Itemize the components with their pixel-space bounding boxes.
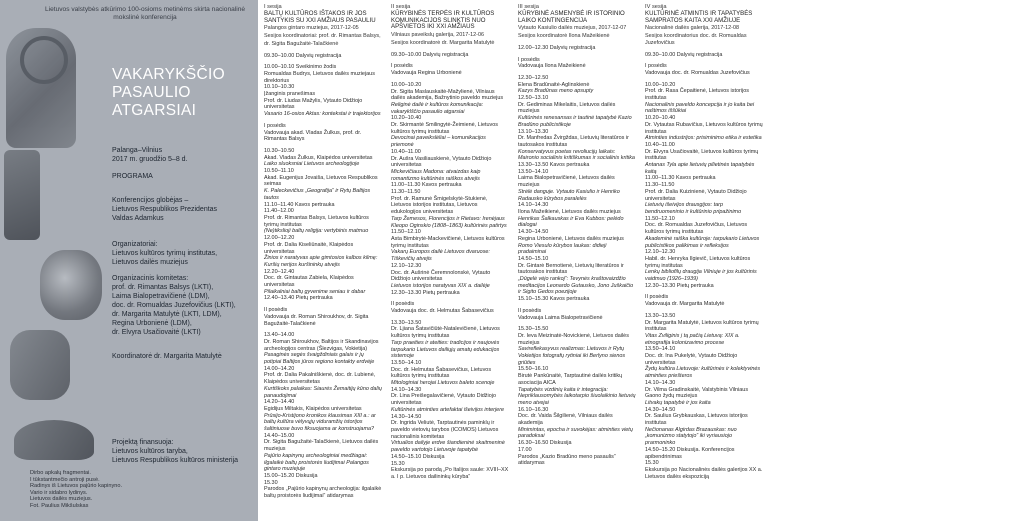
talk-title: Devocinai paveikslėliai – komunikacijos priemonė	[391, 135, 486, 149]
program-line: 12.30–13.30 Pietų pertrauka	[645, 282, 714, 289]
program-line: 13.50–14.10	[518, 168, 549, 175]
program-line: 09.30–10.00 Dalyvių registracija	[645, 51, 723, 58]
program-line: Egidijus Miltakis, Klaipėdos universitetas	[264, 405, 362, 412]
program-line: Dr. Margarita Matulytė, Lietuvos kultūros tyrimų institutas	[645, 319, 759, 333]
talk-title: Žydų kultūra Lietuvoje: kultūrinės ir kolektyvinės atminties priešteros	[645, 366, 761, 380]
program-line: 16.10–16.30	[518, 406, 549, 413]
talk-title: Akademinė raiška kultūroje: tarpukario Lietuvos publicistikos palikimas ir refleksijos	[645, 235, 760, 249]
talk-title: Žinios ir naratyvas apie gimtosios kalbos kilmę: Kuršių nerijos kuršininkų atvejis	[264, 255, 378, 268]
program-line: Dr. Manfredas Žvirgždas, Lietuvių literatūros ir tautosakos institutas	[518, 135, 629, 148]
talk-title: Tarp praeities ir ateities: tradicijos ir naujovės tarpukario Lietuvos dailiųjų amatų edukacijos sistemoje	[391, 339, 500, 360]
program-line: Ilona Mažeikienė, Lietuvos dailės muziejus	[518, 208, 621, 215]
talk-title: Pasaginės segės švaigždiniais galais ir jų potipiai Baltijos jūros regiono kontakty erdvėje	[264, 352, 375, 366]
session-title: BALTŲ KULTŪROS IŠTAKOS IR JOS SANTYKIS SU XXI AMŽIAUS PASAULIU	[264, 9, 376, 24]
program-line: Doc. dr. Ina Pukelytė, Vytauto Didžiojo universitetas	[645, 353, 738, 366]
program-line: 14.30–14.50	[645, 406, 676, 413]
program-line: Vadovauja Laima Bialopetravičienė	[518, 314, 603, 321]
cover-panel	[0, 0, 258, 521]
program-line: Dr. Ljiana Šatavičiūtė-Natalevičienė, Lietuvos kultūros tyrimų institutas	[391, 326, 500, 340]
talk-title: Mitologiniai herojai Lietuvos baleto scenoje	[391, 380, 495, 387]
program-line: Vadovauja Regina Urbonienė	[391, 70, 462, 77]
program-line: 15.30	[264, 479, 278, 486]
program-line: Dr. Sigita Bagužaitė-Talačkienė, Lietuvos dailės muziejus	[264, 439, 379, 453]
coordinator: Koordinatorė dr. Margarita Matulytė	[112, 353, 222, 360]
session-meta: Sesijos koordinatoriai: prof. dr. Rimantas Balsys,	[264, 33, 381, 40]
organizers: Organizatoriai: Lietuvos kultūros tyrimų institutas, Lietuvos dailės muziejus	[112, 241, 218, 266]
program-line: 14.30–14.50	[391, 413, 422, 420]
program-line: 11.40–12.00	[264, 208, 294, 215]
program-line: Dr. Vytautas Rubavičius, Lietuvos kultūros tyrimų institutas	[645, 121, 763, 135]
program-line: 13.50–14.10	[391, 359, 422, 366]
program-line: Vadovauja akad. Vladas Žulkus, prof. dr. Rimantas Balsys	[264, 129, 362, 143]
program-line: Vadovauja dr. Margarita Matulytė	[645, 301, 725, 308]
program-line: II posėdis	[391, 301, 415, 308]
program-line: 13.30–13.50	[391, 319, 422, 326]
program-line: 15.30	[391, 460, 405, 467]
talk-title: Konservatyvus poetas revoliucijų laikais: Maironio socialinis kritiškumas ir socialinis kritika	[518, 148, 635, 162]
artifact-image	[14, 420, 94, 460]
program-columns	[258, 0, 1024, 521]
program-line: 11.00–11.30 Kavos pertrauka	[391, 182, 462, 189]
program-line: Akad. Eugenijus Jovaiša, Lietuvos Respublikos seimas	[264, 174, 378, 188]
program-line: 15.00–15.20 Diskusija	[264, 473, 318, 479]
program-line: 12.30–12.50	[518, 74, 549, 81]
program-line: Habil. dr. Henryka Ilgievič, Lietuvos kultūros tyrimų institutas	[645, 255, 751, 269]
talk-title: Lenkų bibliofilų draugija Vilniuje ir jos kultūrinis vaidmuo (1926–1939)	[645, 269, 757, 283]
program-line: 12.00–12.30 Dalyvių registracija	[518, 44, 596, 51]
talk-title: Lietuvių išeivijos drausgijos: tarp bendruomeninio ir kultūrinio pripažinimo	[645, 202, 742, 215]
program-line: Birutė Pankūnaitė, Tarptautinė dailės kritikų asociacija AICA	[518, 373, 623, 386]
program-line: 16.30–16.50 Diskusija	[518, 440, 572, 447]
talk-title: Vasario 16-osios Aktas: kontekstai ir trajektorijos	[264, 111, 381, 118]
talk-title: Nečionanas Algirdas Brazauskas: nuo „komunizmo statytojo“ iki vyriausiojo prarmoninko	[645, 426, 737, 447]
program-line: 11.30–11.50	[645, 182, 675, 189]
program-line: Prof. dr. Liudas Mažylis, Vytauto Didžiojo universitetas	[264, 97, 363, 111]
talk-title: Henrikas Šalkauskas ir Eva Kubbos: pelėdo dialogai	[518, 215, 624, 229]
program-line: Vadovauja doc. dr. Helmutas Šabasevičius	[391, 308, 494, 315]
conference-title: VAKARYKŠČIO PASAULIO ATGARSIAI	[112, 66, 225, 119]
program-line: 12.10–12.30	[645, 249, 676, 256]
session-meta: Sesijos koordinatorius doc. dr. Romualdas Juzefovičius	[645, 33, 747, 46]
program-line: Dr. Ieva Meizinatė-Novickienė, Lietuvos dailės muziejus	[518, 332, 629, 346]
program-line: 15.50–16.10	[518, 366, 549, 373]
program-line: I posėdis	[518, 56, 540, 63]
program-line: Parodos „Kazio Bradūno meno pasaulis“ atidarymas	[518, 453, 616, 467]
program-line: 10.40–11.00	[645, 141, 675, 148]
artifact-image	[6, 28, 76, 148]
talk-title: K. Paleckevičius „Geografija“ ir Rytų Baltijos tautos	[264, 188, 371, 201]
session-column	[258, 0, 385, 521]
talk-title: Kurtiškoks palaikas: Siaurės Žemaitijų kūno dalių panaudojimai	[264, 385, 382, 399]
program-line: 12.50–13.10	[518, 95, 549, 102]
program-line: 11.50–12.10	[391, 229, 421, 236]
talk-title: Lietuvos istorijos naratyvas XIX a. dailėje	[391, 282, 490, 289]
session-meta: Sesijos koordinatorė dr. Margarita Matulytė	[391, 40, 495, 47]
session-meta: Palangos gintaro muziejus, 2017-12-05	[264, 25, 359, 32]
session-column	[385, 0, 512, 521]
program-line: 14.50–15.20 Diskusija. Konferencijos apibendrinimas	[645, 446, 735, 460]
talk-title: Vakarų Europos dailė Lietuvos dvaruose: Tiškevičių atvejis	[391, 249, 490, 263]
program-line: 14.00–14.20	[264, 365, 295, 372]
program-line: 15.30–15.50	[518, 326, 549, 333]
session-title: KULTŪRINĖ ATMINTIS IR TAPATYBĖS SAMPRATOS KAITA XXI AMŽIUJE	[645, 9, 753, 24]
program-line: 10.30–10.50	[264, 147, 295, 154]
talk-title: Mickevičiaus Madona: atvaizdas kaip romantizmo kultūrinės raiškos atvejis	[391, 168, 481, 182]
program-line: I posėdis	[391, 63, 413, 70]
top-note: Lietuvos valstybės atkūrimo 100-osioms metinėms skirta nacionalinė mokslinė konferencija	[44, 6, 246, 21]
program-line: Prof. dr. Rasa Čepaitienė, Lietuvos istorijos institutas	[645, 88, 749, 102]
talk-title: Antanas Tyla apie lietuvių pilietinės tapatybės kaitą	[645, 162, 755, 175]
program-line: Įžanginis pranešimas	[264, 91, 316, 98]
talk-title: Kultūrinės atminties artefaktai išeivijos interjere	[391, 406, 505, 413]
program-line: Vadovauja Ilona Mažeikienė	[518, 63, 586, 70]
program-line: Asta Bimbirytė-Mackevičienė, Lietuvos kultūros tyrimų institutas	[391, 236, 505, 249]
program-line: Ekskursija po Nacionalinės dailės galerijos XX a. Lietuvos dailės ekspoziciją	[645, 467, 763, 480]
program-line: Prof. dr. Dalia Pakalniškienė, doc. dr. Lubienė, Klaipėdos universitetas	[264, 372, 376, 386]
artifact-image	[4, 150, 40, 240]
program-line: 10.00–10.20	[391, 81, 422, 88]
talk-title: Pilaikalniai baltų gyvenime seniau ir dabar	[264, 288, 366, 295]
session-label: III sesija	[518, 4, 539, 10]
program-label: PROGRAMA	[112, 173, 153, 180]
program-line: 14.30–14.50	[518, 229, 549, 236]
program-line: Romualdas Budrys, Lietuvos dailės muziejaus direktorius	[264, 70, 375, 84]
talk-title: Pajūrio kapinynų archeologiniai medžiagai: ilgalaikė baltų proistorės liudijimai Palangos gintaro muziejuje	[264, 452, 369, 473]
program-line: 13.10–13.30	[518, 128, 549, 135]
program-line: 11.30–11.50	[391, 189, 421, 196]
talk-title: „Dūgelė vėjo rankoj“: Tevynės kraštovaizdžio meditacijos Leonardo Gutausko, Jono Juškaičio ir Sigito Gedos poezijoje	[518, 276, 634, 296]
program-line: Elena Bradūnaitė-Aglinskienė	[518, 81, 590, 88]
talk-title: Religinė dailė ir kultūros komunikacija: vakaryklščio pasaulio atgarsiai	[391, 101, 484, 115]
program-line: Dr. Gediminas Mikelaitis, Lietuvos dailės muziejus	[518, 101, 616, 115]
program-line: Vadovauja doc. dr. Romualdas Juzefovičius	[645, 69, 750, 76]
program-line: Prof. dr. Dalia Kiseliūnaitė, Klaipėdos universitetas	[264, 241, 354, 255]
program-line: 15.30	[645, 460, 659, 467]
program-line: 14.20–14.40	[264, 399, 295, 406]
program-line: Dr. Ingrida Veliutė, Tarptautinės paminklų ir paveldo vietovių tarybos (ICOMOS) Lietuvos nacionalinis komitetas	[391, 420, 499, 440]
talk-title: Romo Viesulo kūrybos laukas: didieji pradaiminai	[518, 242, 607, 256]
artifact-image	[10, 330, 70, 400]
program-line: 11.10–11.40 Kavos pertrauka	[264, 201, 335, 208]
program-line: Prof. dr. Dalia Kuizinienė, Vytauto Didžiojo universitetas	[645, 188, 747, 202]
session-meta: Sesijos koordinatorė Ilona Mažeikienė	[518, 33, 610, 40]
program-line: Dr. Saulius Grybkauskas, Lietuvos istorijos institutas	[645, 413, 748, 427]
session-label: IV sesija	[645, 4, 667, 10]
talk-title: Laiko sluoksniai Lietuvos archeologijoje	[264, 161, 360, 168]
place-date: Palanga–Vilnius 2017 m. gruodžio 5–8 d.	[112, 147, 188, 163]
session-meta: dr. Sigita Bagužaitė-Talačkienė	[264, 40, 339, 47]
program-line: Dr. Skirmantė Smilingytė-Žeimienė, Lietuvos kultūros tyrimų institutas	[391, 122, 498, 135]
program-line: Prof. dr. Rimantas Balsys, Lietuvos kultūros tyrimų institutas	[264, 214, 369, 228]
organizing-committee: Organizacinis komitetas: prof. dr. Rimantas Balsys (LKTI), Laima Bialopetravičienė (LDM), doc. dr. Romualdas Juzefovičius (LKTI), dr. Margarita Matulytė (LKTI, LDM), Regina Urbonienė (LDM), dr. Elvyra Usačiovaitė (LKTI)	[112, 275, 236, 336]
program-line: Dr. Roman Shiroukhov, Baltijos ir Skandinavijos archeologijos centras (Šlezvigas, Vokietija)	[264, 338, 379, 352]
program-line: Vadovauja dr. Roman Shiroukhov, dr. Sigita Bagužaitė-Talačkienė	[264, 313, 369, 327]
program-line: II posėdis	[645, 294, 669, 301]
talk-title: Kultūrinės renesansas ir tautinė tapatybė Kazio Bradūno publicistikoje	[518, 115, 632, 128]
program-line: 14.40–15.00	[264, 432, 295, 439]
program-line: Dr. Elvyra Usačiovaitė, Lietuvos kultūros tyrimų institutas	[645, 148, 759, 162]
program-line: Ekskursija po parodą „Po Italijos saule: XVIII–XX a. I p. Lietuvos dailininkų kūryba“	[391, 467, 509, 480]
program-line: Regina Urbonienė, Lietuvos dailės muziejus	[518, 235, 624, 242]
program-line: 14.10–14.30	[391, 386, 422, 393]
session-title: KŪRYBINĖ ASMENYBĖ IR ISTORINIO LAIKO KONTINGENCIJA	[518, 9, 625, 24]
talk-title: Savireflekasyvus realizmas: Lietuvos ir Rytų Vokietijos fotografų rytiniai iki Berlyno sienos griūties	[518, 346, 626, 366]
program-line: 09.30–10.00 Dalyvių registracija	[391, 51, 469, 58]
program-line: II posėdis	[518, 307, 542, 314]
program-line: Doc. dr. Vaida Šilgilienė, Vilniaus dailės akademija	[518, 413, 613, 427]
program-line: Doc. dr. Aušrinė Čeremnolonskė, Vytauto Didžiojo universitetas	[391, 269, 491, 283]
session-meta: Nacionalinė dailės galerija, 2017-12-08	[645, 25, 740, 32]
talk-title: Minimintas, epocha ir suvokėjas: atminties vietų paradoksai	[518, 426, 633, 440]
program-line: I posėdis	[264, 122, 286, 129]
talk-title: Nacionalinis paveldo koncepcija ir jo kaita bei naštimos iššūkiai	[645, 101, 755, 115]
program-line: 12.20–12.40	[264, 268, 295, 275]
program-line: 14.10–14.30	[518, 202, 549, 209]
talk-title: Virtualios dailyje erdve šiandieninė skaitmeninė paveldo vartotojo Lietuvoje tapatybė	[391, 440, 505, 454]
program-line: 14.10–14.30	[645, 379, 676, 386]
program-line: Laima Bialopetravičienė, Lietuvos dailės muziejus	[518, 175, 615, 189]
program-line: Doc. dr. Gintautas Zabiela, Klaipėdos universitetas	[264, 275, 354, 289]
program-line: Dr. Vilma Gradinskaitė, Valstybinis Vilniaus Gaono žydų muziejus	[645, 386, 749, 400]
program-line: Dr. Aušra Vasiliauskienė, Vytauto Didžiojo universitetas	[391, 155, 492, 169]
program-line: 15.10–15.30 Kavos pertrauka	[518, 296, 590, 303]
program-line: 12.10–12.30	[391, 262, 422, 269]
program-line: 12.00–12.20	[264, 235, 295, 242]
image-caption: Dirbo apkalų fragmentai. I tūkstantmečio antroji pusė. Radinys iš Lietuvos pajūrio kapinyno. Vario ir sidabro lydinys. Lietuvos dailės muziejus. Fot. Paulius Mikšulskas	[30, 470, 123, 509]
program-line: 10.20–10.40	[645, 115, 676, 122]
session-column	[639, 0, 766, 521]
talk-title: (Ne)tikslioji baltų religija: vertybinis matmuo	[264, 228, 369, 235]
program-line: 14.50–15.10	[518, 255, 549, 262]
program-line: Prof. dr. Ramunė Šmigelskytė-Stukienė, Lietuvos istorijos institutas, Lietuvos edukologijos universitetas	[391, 195, 488, 216]
funding: Projektą finansuoja: Lietuvos kultūros taryba, Lietuvos Respublikos kultūros ministerija	[112, 439, 239, 464]
program-line: 12.30–13.30 Pietų pertrauka	[391, 289, 460, 296]
program-line: 10.00–10.20	[645, 81, 676, 88]
program-line: 11.00–11.30 Kavos pertrauka	[645, 175, 716, 182]
program-line: 13.40–14.00	[264, 332, 295, 339]
program-line: 10.40–11.00	[391, 148, 421, 155]
talk-title: Strėlė danguje. Vytauto Kasiulio ir Henriko Radausko kūrybos paralelės	[518, 188, 620, 202]
talk-title: Vitas Zviliginis į tą pačią Lietuvą: XIX a. etnografija kolonizavimo procese	[645, 332, 740, 346]
program-line: Akad. Vladas Žulkus, Klaipėdos universitetas	[264, 154, 373, 161]
program-line: II posėdis	[264, 307, 288, 314]
talk-title: Prūsijo-Kristijono kronikos klausimas XIII a.: ar baltų kultūra vėlyvųjų viduramžių istorijos šaltiniuose buvo fiksuojama ar konstruojama?	[264, 412, 376, 433]
program-line: 10.00–10.10 Sveikinimo žodis	[264, 64, 337, 71]
session-column	[512, 0, 639, 521]
program-line: 13.30–13.50 Kavos pertrauka	[518, 162, 590, 169]
program-line: 09.30–10.00 Dalyvių registracija	[264, 52, 342, 59]
talk-title: Atminties industrijos: prisiminimo etika ir estetika	[645, 135, 762, 142]
program-line: Doc. dr. Helmutas Šabasevičius, Lietuvos kultūros tyrimų institutas	[391, 366, 492, 380]
program-line: 11.50–12.10	[645, 215, 675, 222]
program-line: 12.40–13.40 Pietų pertrauka	[264, 295, 333, 302]
program-line: Dr. Lina Preišegalavičienė, Vytauto Didžiojo universitetas	[391, 393, 496, 407]
program-line: 14.50–15.10 Diskusija	[391, 453, 445, 460]
program-line: Dr. Sigita Maslauskaitė-Mažylienė, Vilniaus dailės akademija, Bažnytinio paveldo muziejus	[391, 88, 504, 102]
program-line: Doc. dr. Romualdas Juzefovičius, Lietuvos kultūros tyrimų institutas	[645, 222, 748, 236]
program-line: 13.50–14.10	[645, 346, 676, 353]
talk-title: Kazys Bradūnas meno apsupty	[518, 88, 594, 95]
talk-title: Tapatybės vizdinių kaita ir integracija: Nepriklausomybės laikotarpio šiuolaikinio lietuvių meno atvejai	[518, 386, 636, 406]
program-line: 10.50–11.10	[264, 168, 294, 175]
program-line: I posėdis	[645, 63, 667, 70]
session-title: KŪRYBINĖS TERPĖS IR KULTŪROS KOMUNIKACIJOS SLINKTIS NUO APŠVIETOS IKI XXI AMŽIAUS	[391, 9, 495, 31]
artifact-image	[40, 250, 102, 320]
program-line: 13.30–13.50	[645, 312, 676, 319]
program-line: Dr. Gintarė Bernotienė, Lietuvių literatūros ir tautosakos institutas	[518, 262, 624, 276]
session-label: II sesija	[391, 4, 411, 10]
program-line: 17.00	[518, 446, 532, 453]
patron: Konferencijos globėjas – Lietuvos Respublikos Prezidentas Valdas Adamkus	[112, 197, 218, 222]
program-line: 10.20–10.40	[391, 115, 422, 122]
talk-title: Litvakų tapatybė ir jos kaita	[645, 399, 711, 406]
talk-title: Tarp Žemesos, Florencijos ir Rietavo: Irenėjaus Kleopo Oginskio (1808–1863) kultūrinės patirtys	[391, 215, 507, 229]
program-line: Parodos „Pajūrio kapinynų archeologija: ilgalaikė baltų proistorės liudijimai“ atidarymas	[264, 486, 382, 500]
session-label: I sesija	[264, 4, 282, 10]
session-meta: Vytauto Kasiulio dailės muziejus, 2017-12-07	[518, 25, 627, 32]
program-line: 10.10–10.30	[264, 84, 295, 91]
session-meta: Vilniaus paveikslų galerija, 2017-12-06	[391, 32, 485, 39]
